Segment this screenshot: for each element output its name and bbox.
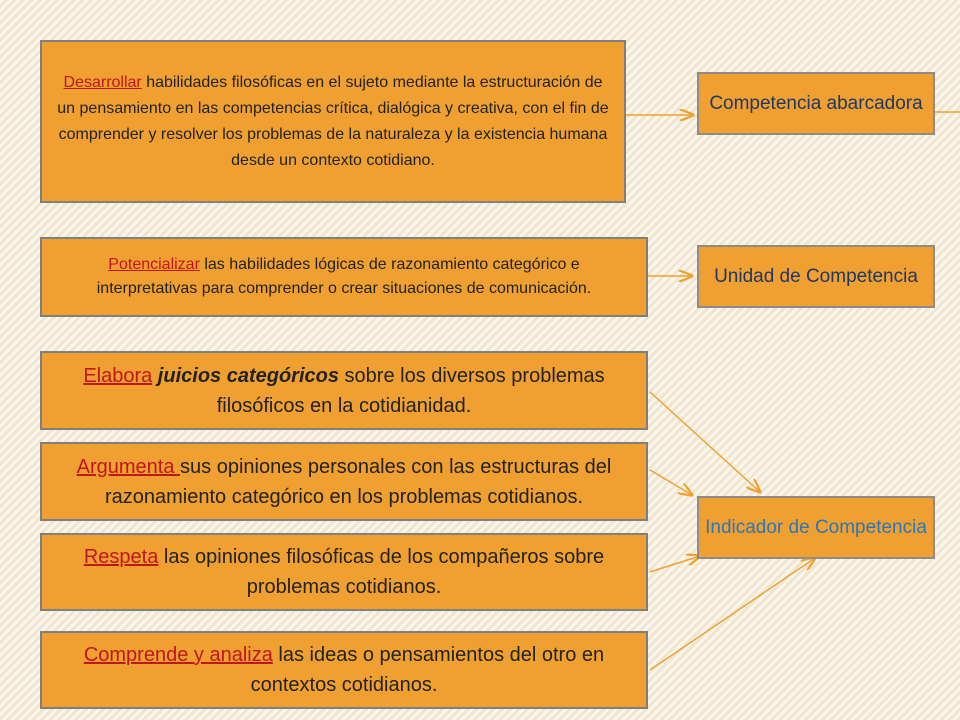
arrow-indicador-2 (650, 470, 692, 495)
unidad-description-text: las habilidades lógicas de razonamiento categórico e interpretativas para comprender o crear situaciones de comunicación. (96, 256, 592, 297)
indicador-2-text: sus opiniones personales con las estructuras del razonamiento categórico en los problemas cotidianos. (104, 455, 612, 508)
label-competencia-abarcadora-text: Competencia abarcadora (709, 92, 923, 114)
competencia-description-box (40, 40, 626, 203)
label-indicador-de-competencia (697, 496, 935, 559)
indicador-box-1 (40, 351, 648, 430)
label-competencia-abarcadora (697, 72, 935, 135)
arrow-indicador-3 (650, 556, 700, 572)
arrow-indicador-4 (650, 558, 815, 670)
indicador-box-3 (40, 533, 648, 611)
label-unidad-de-competencia (697, 245, 935, 308)
verb-elabora[interactable]: Elabora (83, 364, 153, 387)
label-unidad-de-competencia-text: Unidad de Competencia (714, 265, 918, 287)
verb-desarrollar[interactable]: Desarrollar (63, 73, 142, 91)
label-indicador-de-competencia-text: Indicador de Competencia (705, 516, 927, 538)
verb-comprende-y-analiza[interactable]: Comprende y analiza (83, 644, 273, 666)
indicador-4-text: las ideas o pensamientos del otro en contextos cotidianos. (250, 644, 605, 696)
indicador-1-text: sobre los diversos problemas filosóficos en la cotidianidad. (216, 364, 605, 417)
indicador-box-4 (40, 631, 648, 709)
verb-argumenta[interactable]: Argumenta (76, 455, 181, 478)
verb-potencializar[interactable]: Potencializar (108, 256, 200, 273)
verb-respeta[interactable]: Respeta (83, 546, 159, 568)
arrow-indicador-1 (650, 392, 760, 492)
indicador-box-2 (40, 442, 648, 521)
indicador-3-text: las opiniones filosóficas de los compañeros sobre problemas cotidianos. (158, 546, 605, 598)
competencia-description-text: habilidades filosóficas en el sujeto mediante la estructuración de un pensamiento en las competencias crítica, dialógica y creativa, con el fin de comprender y resolver los problemas de la naturaleza y la existencia humana desde un contexto cotidiano. (57, 73, 609, 169)
emphasis-juicios-categoricos: juicios categóricos (152, 364, 345, 387)
unidad-description-box (40, 237, 648, 317)
